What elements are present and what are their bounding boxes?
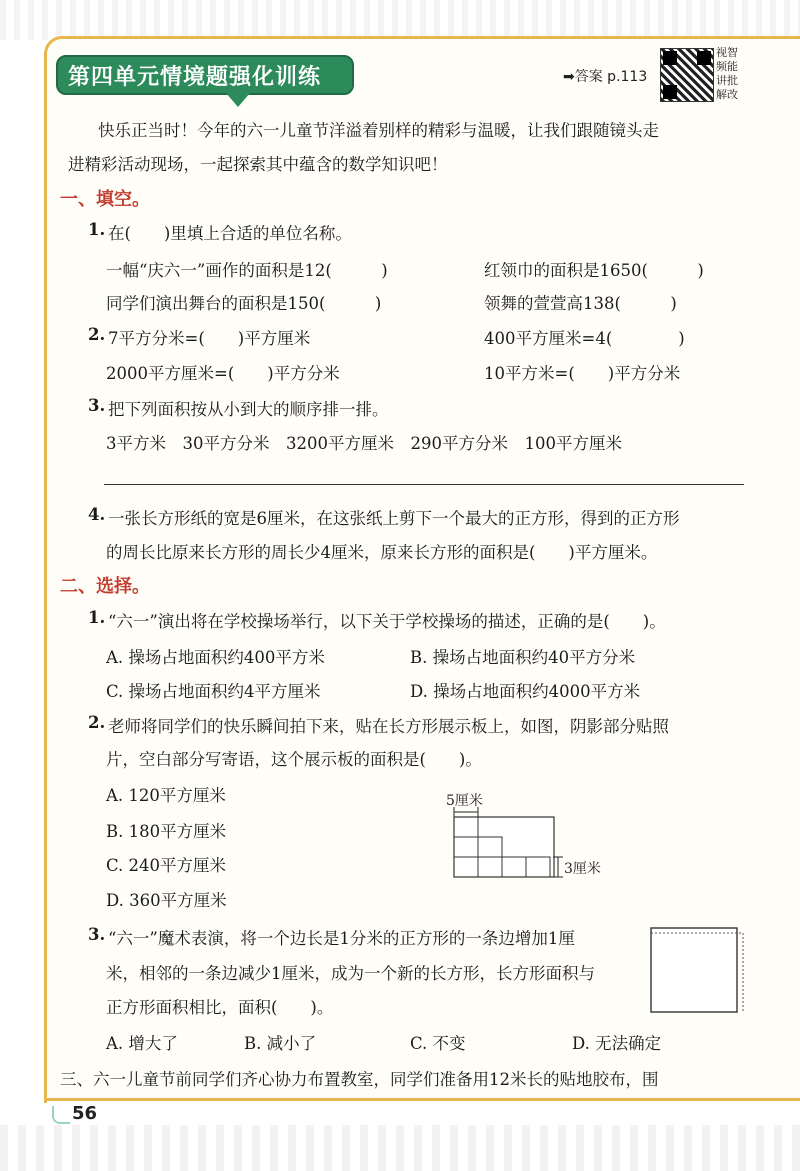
question-number: 4. [88,505,106,524]
square-figure [648,922,748,1016]
bottom-divider [44,1098,800,1101]
section-three-text: 三、六一儿童节前同学们齐心协力布置教室，同学们准备用12米长的贴地胶布，围 [60,1070,659,1089]
question-text: 片，空白部分写寄语，这个展示板的面积是( )。 [106,750,482,769]
question-text: 一张长方形纸的宽是6厘米，在这张纸上剪下一个最大的正方形，得到的正方形 [108,509,680,528]
fill-item[interactable]: 同学们演出舞台的面积是150( ) [106,294,382,313]
choice-option[interactable]: A. 操场占地面积约400平方米 [106,648,325,667]
choice-option[interactable]: D. 操场占地面积约4000平方米 [410,682,641,701]
choice-option[interactable]: D. 无法确定 [572,1034,662,1053]
question-stem: “六一”演出将在学校操场举行，以下关于学校操场的描述，正确的是( )。 [108,612,666,631]
choice-option[interactable]: B. 操场占地面积约40平方分米 [410,648,636,667]
corner-decoration [52,1106,70,1124]
choice-option[interactable]: A. 120平方厘米 [106,786,226,805]
question-number: 2. [88,713,106,732]
fill-item[interactable]: 一幅“庆六一”画作的面积是12( ) [106,261,388,280]
figure-label-height: 3厘米 [564,861,601,877]
question-text: 老师将同学们的快乐瞬间拍下来，贴在长方形展示板上，如图，阴影部分贴照 [108,717,669,736]
intro-line-1: 快乐正当时！今年的六一儿童节洋溢着别样的精彩与温暖，让我们跟随镜头走 [98,121,659,140]
section-heading-fill-in: 一、填空。 [60,189,150,210]
choice-option[interactable]: A. 增大了 [106,1034,178,1053]
intro-line-2: 进精彩活动现场，一起探索其中蕴含的数学知识吧！ [68,155,448,174]
fill-item[interactable]: 红领巾的面积是1650( ) [484,261,704,280]
page-number: 56 [72,1103,98,1124]
question-text: 的周长比原来长方形的周长少4厘米，原来长方形的面积是( )平方厘米。 [106,543,658,562]
choice-option[interactable]: B. 减小了 [244,1034,317,1053]
title-banner-tail [226,93,250,107]
question-number: 1. [88,608,106,627]
qr-code-icon[interactable] [660,48,714,102]
question-stem: 把下列面积按从小到大的顺序排一排。 [108,400,389,419]
fill-item[interactable]: 400平方厘米=4( ) [484,329,685,348]
choice-option[interactable]: C. 不变 [410,1034,466,1053]
answer-line[interactable] [104,484,744,485]
answer-reference[interactable]: ➡答案 p.113 [563,69,648,85]
question-number: 3. [88,396,106,415]
unit-title: 第四单元情境题强化训练 [56,55,354,95]
top-background-pattern [0,0,800,40]
section-heading-choice: 二、选择。 [60,576,150,597]
bottom-background-pattern [0,1125,800,1171]
fill-item[interactable]: 领舞的萱萱高138( ) [484,294,677,313]
qr-label: 视智 频能 讲批 解改 [716,46,738,101]
fill-item[interactable]: 10平方米=( )平方分米 [484,364,681,383]
question-number: 2. [88,325,106,344]
choice-option[interactable]: C. 操场占地面积约4平方厘米 [106,682,321,701]
question-number: 3. [88,925,106,944]
display-board-figure [440,785,620,885]
question-text: “六一”魔术表演，将一个边长是1分米的正方形的一条边增加1厘 [108,929,575,948]
question-stem: 在( )里填上合适的单位名称。 [108,224,352,243]
choice-option[interactable]: D. 360平方厘米 [106,891,227,910]
fill-item[interactable]: 2000平方厘米=( )平方分米 [106,364,340,383]
choice-option[interactable]: C. 240平方厘米 [106,856,227,875]
question-text: 米，相邻的一条边减少1厘米，成为一个新的长方形，长方形面积与 [106,964,595,983]
choice-option[interactable]: B. 180平方厘米 [106,822,227,841]
question-text: 正方形面积相比，面积( )。 [106,998,334,1017]
figure-label-width: 5厘米 [446,793,483,809]
fill-item[interactable]: 7平方分米=( )平方厘米 [108,329,311,348]
question-number: 1. [88,220,106,239]
area-items: 3平方米 30平方分米 3200平方厘米 290平方分米 100平方厘米 [106,434,622,453]
